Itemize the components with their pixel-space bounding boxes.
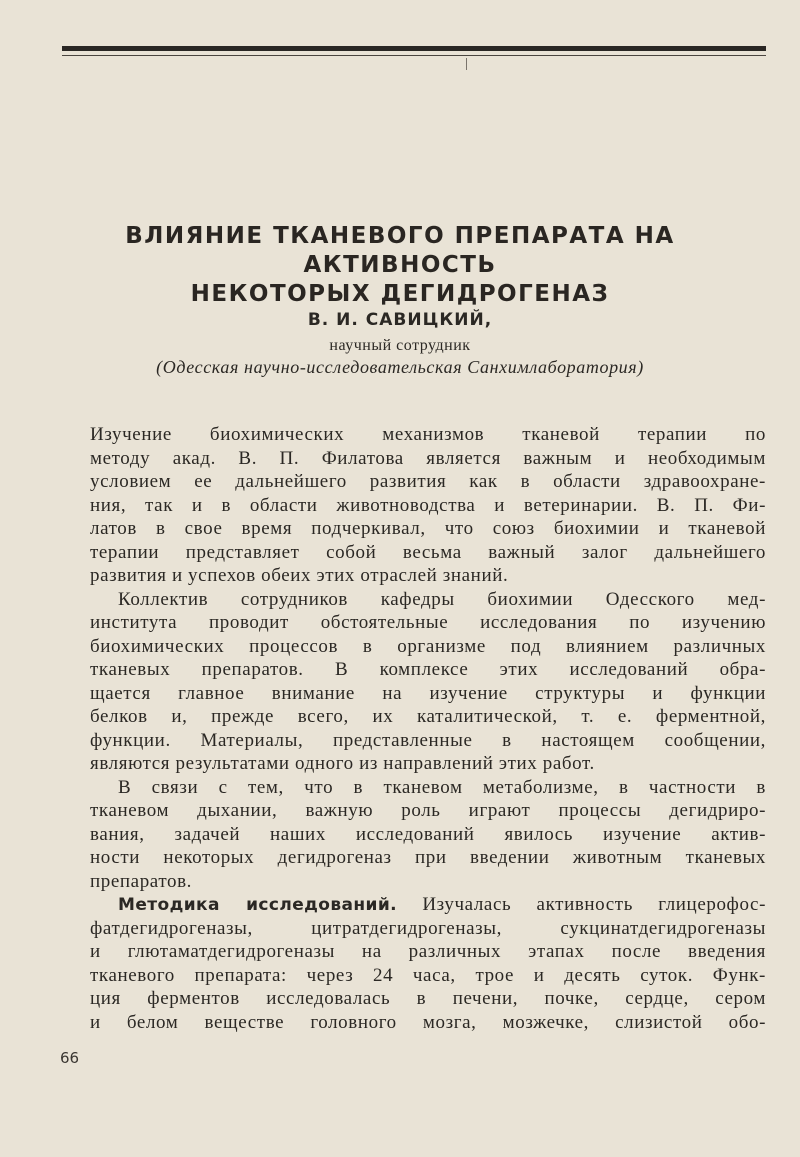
- body-line: терапии представляет собой весьма важный залог дальнейшего: [90, 541, 766, 563]
- body-line: ция ферментов исследовалась в печени, почке, сердце, сером: [90, 988, 766, 1009]
- body-line: В связи с тем, что в тканевом метаболизме, в частности в: [118, 776, 766, 798]
- body-line: условием ее дальнейшего развития как в области здравоохране-: [90, 471, 766, 492]
- body-line: развития и успехов обеих этих отраслей знаний.: [90, 565, 509, 586]
- body-line: методу акад. В. П. Филатова является важным и необходимым: [90, 447, 766, 469]
- method-first-line: [90, 893, 766, 917]
- header-rule-thin: [62, 55, 766, 56]
- body-line: тканевого препарата: через 24 часа, трое и десять суток. Функ-: [90, 964, 766, 986]
- author-institution: (Одесская научно-исследовательская Санхимлаборатория): [156, 357, 644, 377]
- body-line: являются результатами одного из направлений этих работ.: [90, 753, 595, 774]
- body-line: тканевом дыхании, важную роль играют процессы дегидриро-: [90, 800, 766, 821]
- body-line: тканевых препаратов. В комплексе этих исследований обра-: [90, 659, 766, 680]
- body-line: препаратов.: [90, 870, 193, 892]
- header-tick-mark: [466, 58, 467, 70]
- body-line: функции. Материалы, представленные в настоящем сообщении,: [90, 729, 766, 751]
- body-line: Коллектив сотрудников кафедры биохимии Одесского мед-: [118, 588, 766, 610]
- body-line: щается главное внимание на изучение структуры и функции: [90, 682, 766, 704]
- method-heading: Методика исследований.: [118, 895, 398, 915]
- body-line: и белом веществе головного мозга, мозжечке, слизистой обо-: [90, 1011, 766, 1033]
- page-number: 66: [60, 1049, 80, 1067]
- body-line: ности некоторых дегидрогеназ при введении животным тканевых: [90, 847, 766, 868]
- body-line: белков и, прежде всего, их каталитической, т. е. ферментной,: [90, 706, 766, 727]
- article-title: [40, 222, 760, 309]
- body-line: Изучение биохимических механизмов тканевой терапии по: [90, 424, 766, 445]
- body-line: вания, задачей наших исследований явилось изучение актив-: [90, 823, 766, 845]
- author-name: В. И. САВИЦКИЙ,: [307, 310, 493, 330]
- body-line: и глютаматдегидрогеназы на различных этапах после введения: [90, 941, 766, 962]
- author-position: научный сотрудник: [329, 337, 471, 354]
- body-line: ния, так и в области животноводства и ветеринарии. В. П. Фи-: [90, 494, 766, 516]
- body-line: биохимических процессов в организме под влиянием различных: [90, 635, 766, 657]
- body-line: латов в свое время подчеркивал, что союз биохимии и тканевой: [90, 518, 766, 539]
- article-body: [90, 423, 766, 1034]
- header-rule-thick: [62, 46, 766, 51]
- title-line-1: ВЛИЯНИЕ ТКАНЕВОГО ПРЕПАРАТА НА АКТИВНОСТЬ: [125, 223, 675, 278]
- method-first-line-text: Изучалась активность глицерофос-: [397, 894, 766, 915]
- body-line: института проводит обстоятельные исследования по изучению: [90, 612, 766, 633]
- title-line-2: НЕКОТОРЫХ ДЕГИДРОГЕНАЗ: [190, 281, 610, 307]
- body-line: фатдегидрогеназы, цитратдегидрогеназы, сукцинатдегидрогеназы: [90, 917, 766, 939]
